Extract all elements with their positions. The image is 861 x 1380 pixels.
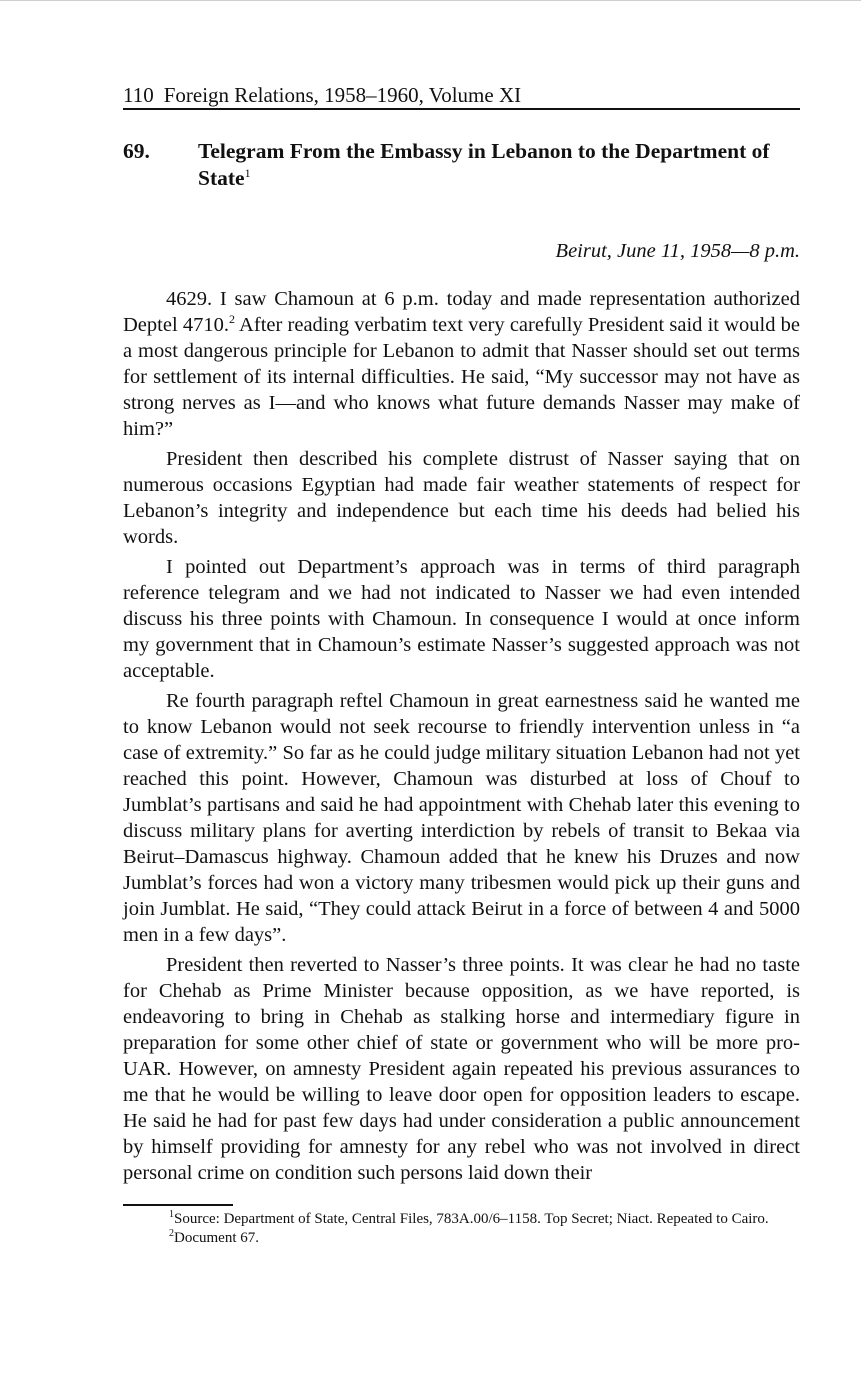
footnote-ref-2[interactable]: 2 [228,312,235,327]
footnote-1 [123,1210,800,1229]
body-paragraph: I pointed out Department’s approach was in terms of third paragraph reference telegram and we had not indicated to Nasser we had even intended discuss his three points with Chamoun. In consequence I would at once inform my government that in Chamoun’s estimate Nasser’s suggested approach was not acceptable. [123,556,800,682]
body-paragraph: President then reverted to Nasser’s three points. It was clear he had no taste for Chehab as Prime Minister because opposition, as we have reported, is endeavoring to bring in Chehab as stalking horse and intermediary figure in preparation for some other chief of state or government who will be more pro-UAR. However, on amnesty President again repeated his previous assurances to me that he would be willing to leave door open for opposition leaders to escape. He said he had for past few days had under consideration a public announcement by himself providing for amnesty for any rebel who was not involved in direct personal crime on condition such persons laid down their [123,954,800,1184]
body-paragraph: Re fourth paragraph reftel Chamoun in great earnestness said he wanted me to know Lebanon would not seek recourse to friendly intervention unless in “a case of extremity.” So far as he could judge military situation Lebanon had not yet reached this point. However, Chamoun was disturbed at loss of Chouf to Jumblat’s partisans and said he had appointment with Chehab later this evening to discuss military plans for averting interdiction by rebels of transit to Bekaa via Beirut–Damascus highway. Chamoun added that he knew his Druzes and now Jumblat’s forces had won a victory many tribesmen would pick up their guns and join Jumblat. He said, “They could attack Beirut in a force of between 4 and 5000 men in a few days”. [123,690,800,946]
footnote-divider [123,1204,233,1206]
document-heading [123,138,800,192]
footnotes [123,1210,800,1248]
footnote-ref-1[interactable]: 1 [244,165,251,180]
document-page [123,82,800,1248]
document-title: Telegram From the Embassy in Lebanon to the Department of State [198,139,770,190]
footnote-text: Source: Department of State, Central Files, 783A.00/6–1158. Top Secret; Niact. Repeated to Cairo. [174,1211,769,1227]
scan-top-edge [0,0,861,1]
footnote-text: Document 67. [174,1230,259,1246]
running-head [123,82,800,110]
footnote-2 [123,1229,800,1248]
document-number: 69. [123,139,150,163]
document-title-block [198,138,800,192]
telegram-body [123,286,800,1186]
body-paragraph [123,286,800,442]
series-title: Foreign Relations, 1958–1960, Volume XI [163,83,522,107]
page-number: 110 [123,83,154,107]
paragraph-text: 4629. I saw Chamoun at 6 p.m. today and made representation authorized Deptel 4710. [123,288,800,336]
footnote-marker: 2 [169,1228,174,1239]
paragraph-text: After reading verbatim text very carefully President said it would be a most dangerous principle for Lebanon to admit that Nasser should set out terms for settlement of its internal difficulties. He said, “My successor may not have as strong nerves as I—and who knows what future demands Nasser may make of him?” [123,314,800,440]
dateline: Beirut, June 11, 1958—8 p.m. [555,240,800,262]
body-paragraph: President then described his complete distrust of Nasser saying that on numerous occasions Egyptian had made fair weather statements of respect for Lebanon’s integrity and independence but each time his deeds had belied his words. [123,448,800,548]
footnote-marker: 1 [169,1209,174,1220]
